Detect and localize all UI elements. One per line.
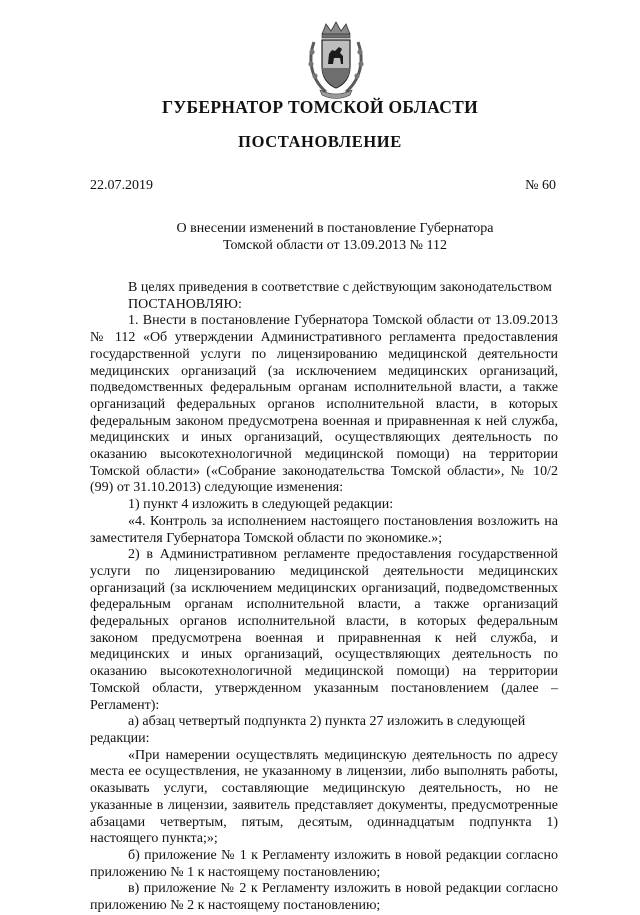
document-number: № 60 [525,178,556,193]
preamble-paragraph: В целях приведения в соответствие с действующим законодательством [128,280,552,295]
subitem-2-paragraph: 2) в Административном регламенте предоставления государственной услуги по лицензированию медицинской деятельности медицинских организаций (за исключением медицинских организаций, подведомственных федеральным органам исполнительной власти, а также организаций федеральных органов исполнительной власти, в которых федеральным законом предусмотрена военная и приравненная к ней служба, и медицинских и иных организаций, осуществляющих деятельность по оказанию высокотехнологичной медицинской помощи) на территории Томской области, утвержденном указанным постановлением (далее – Регламент): [90,547,558,713]
tomsk-region-coat-of-arms-icon [304,20,368,100]
item-1-paragraph: 1. Внести в постановление Губернатора Томской области от 13.09.2013 № 112 «Об утверждении Административного регламента предоставления государственной услуги по лицензированию медицинской деятельности медицинских организаций (за исключением медицинских организаций, подведомственных федеральным органам исполнительной власти, а также организаций федеральных органов исполнительной власти, в которых федеральным законом предусмотрена военная и приравненная к ней служба, медицинских и иных организаций, осуществляющих деятельность по оказанию высокотехнологичной медицинской помощи) на территории Томской области» («Собрание законодательства Томской области», № 10/2 (99) от 31.10.2013) следующие изменения: [90,313,558,496]
quoted-item-4-paragraph: «4. Контроль за исполнением настоящего постановления возложить на заместителя Губернатора Томской области по экономике.»; [90,513,558,546]
quoted-paragraph: «При намерении осуществлять медицинскую деятельность по адресу места ее осуществления, не указанному в лицензии, либо выполнять работы, оказывать услуги, составляющие медицинскую деятельность, но не указанные в лицензии, заявитель представляет документы, предусмотренные абзацами четвертым, пятым, десятым, одиннадцатым подпункта 1) настоящего пункта;»; [90,747,558,847]
subject-line: О внесении изменений в постановление Губернатора [176,221,494,236]
document-type-title: ПОСТАНОВЛЕНИЕ [238,132,402,151]
resolve-word: ПОСТАНОВЛЯЮ: [128,296,242,312]
subitem-b-paragraph: б) приложение № 1 к Регламенту изложить в новой редакции согласно приложению № 1 к настоящему постановлению; [90,847,558,880]
subitem-a-paragraph: а) абзац четвертый подпункта 2) пункта 27 изложить в следующей редакции: [90,714,526,746]
subitem-1-paragraph: 1) пункт 4 изложить в следующей редакции: [128,497,394,513]
document-body [90,280,558,915]
subitem-v-paragraph: в) приложение № 2 к Регламенту изложить в новой редакции согласно приложению № 2 к настоящему постановлению; [90,881,558,914]
subject-line: Томской области от 13.09.2013 № 112 [223,238,447,253]
document-subject [120,220,550,254]
document-date: 22.07.2019 [90,178,153,193]
issuing-authority-title: ГУБЕРНАТОР ТОМСКОЙ ОБЛАСТИ [161,97,479,117]
